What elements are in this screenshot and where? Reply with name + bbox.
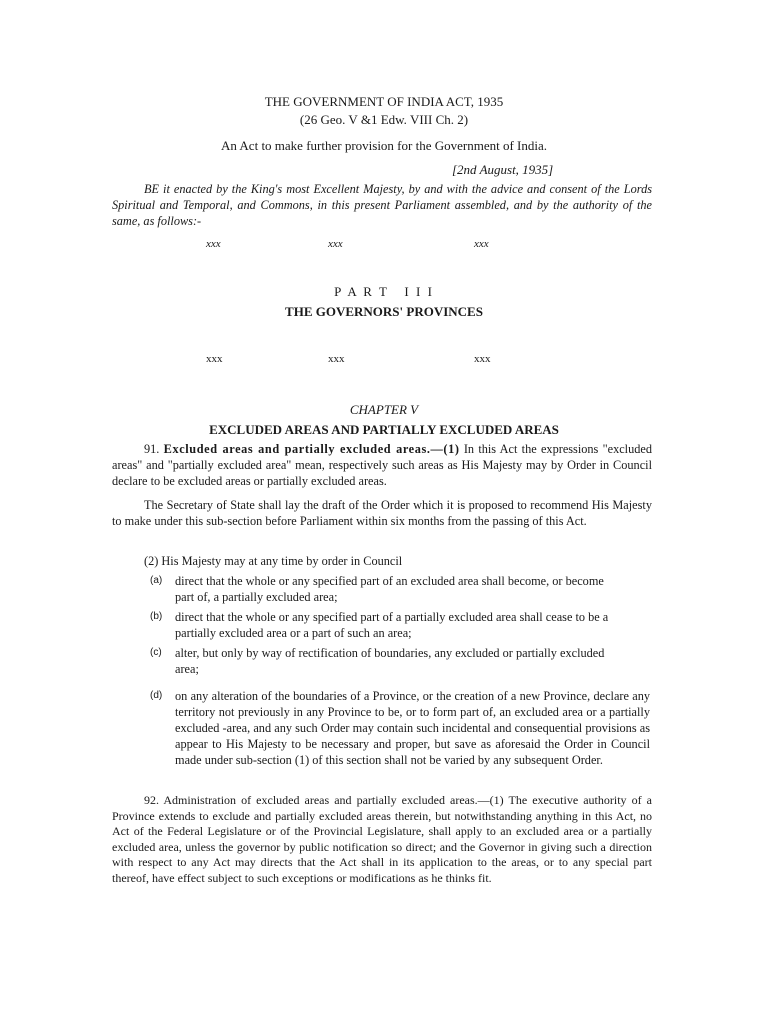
act-date: [2nd August, 1935] — [452, 162, 554, 177]
section-92-paragraph: 92. Administration of excluded areas and partially excluded areas.—(1) The executive authority of a Province extends to exclude and partially excluded areas therein, but notwithstanding anything in this Act, no Act of the Federal Legislature or of the Provincial Legislature, shall apply to an excluded area or a partially excluded area, unless the governor by public notification so direct; and the Governor in giving such a direction with respect to any Act may directs that the Act shall in its application to the areas, or to any special part thereof, have effect subject to such exceptions or modifications as he thinks fit. — [112, 793, 652, 885]
omission-mark: xxx — [206, 238, 221, 250]
section-91-paragraph — [112, 441, 652, 489]
omission-mark: xxx — [474, 238, 489, 250]
clause-marker: (a) — [150, 575, 163, 586]
clause-text: direct that the whole or any specified part of a partially excluded area shall cease to be a partially excluded area or a part of such an area; — [175, 610, 609, 640]
enacting-clause: BE it enacted by the King's most Excellent Majesty, by and with the advice and consent of the Lords Spiritual and Temporal, and Commons, in this present Parliament assembled, and by the authority of the same, as follows:- — [112, 182, 652, 228]
chapter-label: CHAPTER V — [349, 402, 419, 417]
act-title: THE GOVERNMENT OF INDIA ACT, 1935 — [264, 94, 504, 109]
section-91-sub2-intro: (2) His Majesty may at any time by order in Council — [144, 554, 403, 568]
chapter-title: EXCLUDED AREAS AND PARTIALLY EXCLUDED AREAS — [209, 422, 559, 437]
omission-mark: xxx — [206, 353, 223, 365]
part-title: THE GOVERNORS' PROVINCES — [285, 304, 483, 319]
clause-text: on any alteration of the boundaries of a Province, or the creation of a new Province, declare any territory not previously in any Province to be, or to form part of, an excluded area or a partially excluded -area, and any such Order may contain such incidental and consequential provisions as appear to His Majesty to be necessary and proper, but save as aforesaid the Order in Council made under sub-section (1) of this section shall not be varied by any subsequent Order. — [175, 689, 650, 767]
part-label: P A R T I I I — [334, 284, 434, 299]
act-long-title: An Act to make further provision for the Government of India. — [221, 138, 547, 153]
section-91-text: In this Act the expressions "excluded areas" and "partially excluded area" mean, respectively such areas as His Majesty may by Order in Council declare to be excluded areas or partially excluded areas. — [112, 442, 653, 488]
section-91-heading: Excluded areas and partially excluded areas.—(1) — [163, 442, 460, 456]
clause-text: alter, but only by way of rectification of boundaries, any excluded or partially excluded area; — [175, 646, 605, 676]
omission-mark: xxx — [328, 353, 345, 365]
clause-marker: (b) — [150, 611, 163, 622]
section-91-para2: The Secretary of State shall lay the draft of the Order which it is proposed to recommend His Majesty to make under this sub-section before Parliament within six months from the passing of this Act. — [112, 498, 652, 528]
clause-marker: (c) — [150, 647, 162, 658]
clause-marker: (d) — [150, 690, 163, 701]
act-citation: (26 Geo. V &1 Edw. VIII Ch. 2) — [299, 112, 469, 127]
clause-text: direct that the whole or any specified part of an excluded area shall become, or become part of, a partially excluded area; — [175, 574, 604, 604]
section-91-number: 91. — [144, 442, 160, 456]
omission-mark: xxx — [328, 238, 343, 250]
omission-mark: xxx — [474, 353, 491, 365]
